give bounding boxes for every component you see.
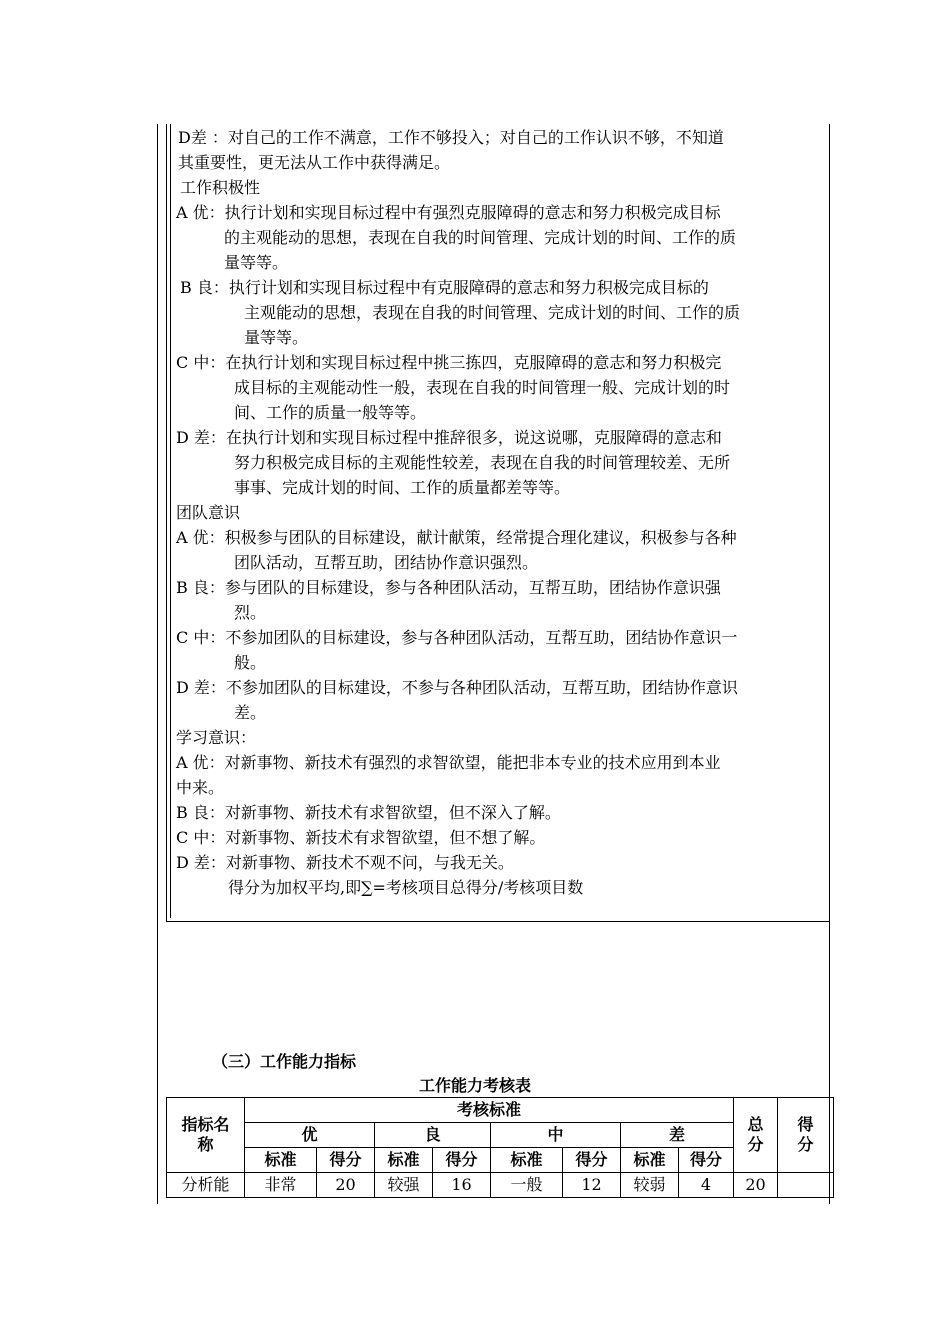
sub-standard-3: 标准 [491,1148,563,1173]
level-excellent: 优 [245,1123,375,1148]
header-row-3 [167,1148,834,1173]
d-satisfaction-line-2: 其重要性，更无法从工作中获得满足。 [178,153,451,172]
cell-excellent-score: 20 [317,1173,375,1198]
col-standard-header: 考核标准 [245,1098,734,1123]
col-total-line-1: 总 [747,1115,764,1134]
sub-standard-2: 标准 [375,1148,433,1173]
cell-excellent-standard: 非常 [245,1173,317,1198]
team-b-line-1: B 良：参与团队的目标建设，参与各种团队活动，互帮互助，团结协作意识强 [176,578,721,597]
initiative-b-line-2: 主观能动的思想，表现在自我的时间管理、完成计划的时间、工作的质 [244,303,741,322]
initiative-c-line-1: C 中：在执行计划和实现目标过程中挑三拣四，克服障碍的意志和努力积极完 [176,353,722,372]
col-total-line-2: 分 [747,1135,764,1154]
cell-total: 20 [734,1173,778,1198]
team-c-line-1: C 中：不参加团队的目标建设，参与各种团队活动，互帮互助，团结协作意识一 [176,628,738,647]
col-indicator-header [167,1098,245,1173]
sub-standard-4: 标准 [621,1148,679,1173]
section-title: （三）工作能力指标 [212,1052,357,1071]
cell-medium-score: 12 [563,1173,621,1198]
cell-good-standard: 较强 [375,1173,433,1198]
col-score-header [778,1098,834,1173]
cell-poor-standard: 较弱 [621,1173,679,1198]
team-title: 团队意识 [176,503,241,522]
level-good: 良 [375,1123,491,1148]
col-score-line-1: 得 [797,1115,814,1134]
initiative-a-line-3: 量等等。 [224,253,289,272]
learn-a-line-2: 中来。 [176,778,225,797]
initiative-b-line-1: B 良：执行计划和实现目标过程中有克服障碍的意志和努力积极完成目标的 [180,278,709,297]
initiative-title: 工作积极性 [180,178,261,197]
initiative-d-line-2: 努力积极完成目标的主观能性较差，表现在自我的时间管理较差、无所 [234,453,731,472]
cell-good-score: 16 [433,1173,491,1198]
learn-c: C 中：对新事物、新技术有求智欲望，但不想了解。 [176,828,546,847]
team-b-line-2: 烈。 [234,603,267,622]
learn-d: D 差：对新事物、新技术不观不问，与我无关。 [176,853,514,872]
initiative-a-line-1: A 优：执行计划和实现目标过程中有强烈克服障碍的意志和努力积极完成目标 [176,203,721,222]
initiative-a-line-2: 的主观能动的思想，表现在自我的时间管理、完成计划的时间、工作的质 [224,228,737,247]
header-row-1 [167,1098,834,1123]
team-d-line-2: 差。 [234,703,267,722]
col-indicator-line-1: 指标名 [181,1115,230,1134]
level-medium: 中 [491,1123,621,1148]
sub-score-1: 得分 [317,1148,375,1173]
sub-score-3: 得分 [563,1148,621,1173]
col-score-line-2: 分 [797,1135,814,1154]
sub-standard-1: 标准 [245,1148,317,1173]
page-frame-left [157,124,158,1204]
team-c-line-2: 般。 [234,653,267,672]
learn-a-line-1: A 优：对新事物、新技术有强烈的求智欲望，能把非本专业的技术应用到本业 [176,753,721,772]
initiative-b-line-3: 量等等。 [244,328,309,347]
level-poor: 差 [621,1123,734,1148]
cell-poor-score: 4 [679,1173,734,1198]
ability-assessment-table [166,1097,834,1198]
initiative-d-line-1: D 差：在执行计划和实现目标过程中推辞很多，说这说哪，克服障碍的意志和 [176,428,722,447]
team-d-line-1: D 差：不参加团队的目标建设，不参与各种团队活动，互帮互助，团结协作意识 [176,678,738,697]
cell-medium-standard: 一般 [491,1173,563,1198]
col-indicator-line-2: 称 [197,1135,214,1154]
table-row [167,1173,834,1198]
initiative-d-line-3: 事事、完成计划的时间、工作的质量都差等等。 [234,478,571,497]
formula-line: 得分为加权平均,即∑=考核项目总得分/考核项目数 [228,878,584,897]
sub-score-4: 得分 [679,1148,734,1173]
col-total-header [734,1098,778,1173]
learn-b: B 良：对新事物、新技术有求智欲望，但不深入了解。 [176,803,561,822]
team-a-line-1: A 优：积极参与团队的目标建设，献计献策，经常提合理化建议，积极参与各种 [176,528,737,547]
initiative-c-line-2: 成目标的主观能动性一般，表现在自我的时间管理一般、完成计划的时 [234,378,731,397]
d-satisfaction-line-1: D差 ：对自己的工作不满意，工作不够投入；对自己的工作认识不够，不知道 [178,128,724,147]
cell-indicator: 分析能 [167,1173,245,1198]
cell-score [778,1173,834,1198]
learn-title: 学习意识： [176,728,257,747]
team-a-line-2: 团队活动，互帮互助，团结协作意识强烈。 [234,553,539,572]
initiative-c-line-3: 间、工作的质量一般等等。 [234,403,427,422]
criteria-box-inner-border [170,124,171,918]
header-row-2 [167,1123,834,1148]
table-title: 工作能力考核表 [418,1076,531,1095]
sub-score-2: 得分 [433,1148,491,1173]
